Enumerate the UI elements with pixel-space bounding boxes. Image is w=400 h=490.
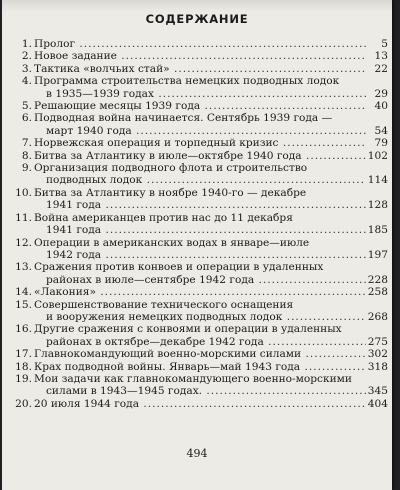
toc-entry-number: 19. <box>15 372 32 385</box>
bleed-through-strip <box>2 0 392 12</box>
toc-entry <box>14 162 388 187</box>
toc-entry-page: 318 <box>367 360 388 373</box>
toc-entry-title-line: Главнокомандующий военно-морскими силами ..... <box>34 348 366 360</box>
toc-entry-title-line: Сражения против конвоев и операции в удаленных <box>34 261 324 274</box>
page-title: СОДЕРЖАНИЕ <box>145 12 249 26</box>
toc-entry-title-line: Программа строительства немецких подводных лодок <box>34 75 340 88</box>
toc-entry-page: 102 <box>367 149 388 162</box>
toc-entry-number: 15. <box>15 298 32 311</box>
toc-entry <box>14 398 388 410</box>
toc-entry <box>14 38 388 50</box>
toc-entry-number: 20. <box>15 397 32 410</box>
toc-entry <box>14 261 388 286</box>
toc-entry-number: 7. <box>21 137 32 150</box>
toc-entry-title-line: Тактика «волчьих стай» ..... <box>34 63 366 75</box>
toc-entry <box>14 150 388 162</box>
toc-entry-page: 302 <box>367 348 388 361</box>
toc-entry-number: 11. <box>15 211 32 224</box>
toc-entry-number: 10. <box>15 186 32 199</box>
toc-entry-page: 40 <box>374 100 388 113</box>
toc-entry-title-line: районах в октябре—декабре 1942 года ..... <box>34 336 366 348</box>
toc-entry-title-line: и вооружения немецких подводных лодок ..... <box>34 311 366 323</box>
table-of-contents <box>14 38 388 410</box>
toc-entry-title-line: Война американцев против нас до 11 декабря <box>34 211 293 224</box>
toc-entry-title-line: 1942 года ..... <box>34 249 366 261</box>
toc-entry-title-line: Организация подводного флота и строительство <box>34 162 308 175</box>
toc-entry-page: 22 <box>374 62 388 75</box>
toc-entry-page: 13 <box>374 50 388 63</box>
toc-entry-title-line: Норвежская операция и торпедный кризис ..... <box>34 137 366 149</box>
toc-entry-title-line: 1941 года ..... <box>34 199 366 211</box>
toc-entry-title-line: подводных лодок ..... <box>34 174 366 186</box>
toc-entry-number: 6. <box>21 112 32 125</box>
toc-entry <box>14 373 388 398</box>
toc-entry-page: 114 <box>367 174 388 187</box>
toc-entry-number: 4. <box>21 75 32 88</box>
toc-entry-title-line: 20 июля 1944 года ..... <box>34 398 366 410</box>
toc-entry <box>14 286 388 298</box>
toc-entry-title-line: Другие сражения с конвоями и операции в удаленных <box>34 323 342 336</box>
toc-entry-title-line: Битва за Атлантику в ноябре 1940-го — декабре <box>34 186 307 199</box>
toc-entry-number: 9. <box>21 162 32 175</box>
toc-entry <box>14 100 388 112</box>
toc-entry <box>14 75 388 100</box>
toc-entry-title-line: районах в июле—сентябре 1942 года ..... <box>34 274 366 286</box>
toc-entry <box>14 50 388 62</box>
toc-entry-number: 3. <box>21 62 32 75</box>
book-page <box>2 0 392 490</box>
toc-entry-title-line: 1941 года ..... <box>34 224 366 236</box>
toc-entry-title-line: март 1940 года ..... <box>34 125 366 137</box>
toc-entry-page: 54 <box>374 124 388 137</box>
toc-entry-title-line: Подводная война начинается. Сентябрь 1939 года — <box>34 112 333 125</box>
toc-entry-page: 197 <box>367 248 388 261</box>
toc-entry-page: 79 <box>374 137 388 150</box>
toc-entry-page: 128 <box>367 199 388 212</box>
toc-entry-number: 16. <box>15 323 32 336</box>
toc-entry-number: 13. <box>15 261 32 274</box>
toc-entry-title-line: в 1935—1939 годах ..... <box>34 88 366 100</box>
toc-entry <box>14 299 388 324</box>
toc-entry-page: 258 <box>367 286 388 299</box>
toc-entry-number: 1. <box>21 38 32 50</box>
toc-entry-page: 29 <box>374 87 388 100</box>
toc-entry-number: 17. <box>15 348 32 361</box>
toc-entry <box>14 112 388 137</box>
toc-entry <box>14 348 388 360</box>
toc-entry <box>14 361 388 373</box>
page-number: 494 <box>186 447 208 460</box>
toc-entry-number: 18. <box>15 360 32 373</box>
toc-entry <box>14 187 388 212</box>
toc-entry <box>14 212 388 237</box>
toc-entry-number: 14. <box>15 286 32 299</box>
toc-entry-page: 5 <box>381 38 388 50</box>
toc-entry-title-line: Операции в американских водах в январе—июле <box>34 236 310 249</box>
toc-entry-title-line: Решающие месяцы 1939 года ..... <box>34 100 366 112</box>
toc-entry-number: 2. <box>21 50 32 63</box>
toc-entry-title-line: Новое задание ..... <box>34 50 366 62</box>
toc-entry-title-line: Пролог ..... <box>34 38 366 50</box>
toc-entry-number: 8. <box>21 149 32 162</box>
toc-entry <box>14 237 388 262</box>
toc-entry-title-line: силами в 1943—1945 годах. ..... <box>34 385 366 397</box>
toc-entry-title-line: Битва за Атлантику в июле—октябре 1940 года ..... <box>34 150 366 162</box>
toc-entry <box>14 323 388 348</box>
toc-entry-page: 228 <box>367 273 388 286</box>
toc-entry-number: 5. <box>21 100 32 113</box>
toc-entry <box>14 63 388 75</box>
toc-entry-number: 12. <box>15 236 32 249</box>
toc-entry-title-line: Совершенствование технического оснащения <box>34 298 294 311</box>
toc-entry-page: 268 <box>367 310 388 323</box>
toc-entry-page: 345 <box>367 385 388 398</box>
toc-entry-title-line: «Лакония» ..... <box>34 286 366 298</box>
toc-entry-page: 275 <box>367 335 388 348</box>
toc-entry-page: 185 <box>367 224 388 237</box>
toc-entry <box>14 137 388 149</box>
toc-entry-page: 404 <box>367 397 388 410</box>
toc-entry-title-line: Мои задачи как главнокомандующего военно-морскими <box>34 372 352 385</box>
toc-entry-title-line: Крах подводной войны. Январь—май 1943 года ..... <box>34 361 366 373</box>
